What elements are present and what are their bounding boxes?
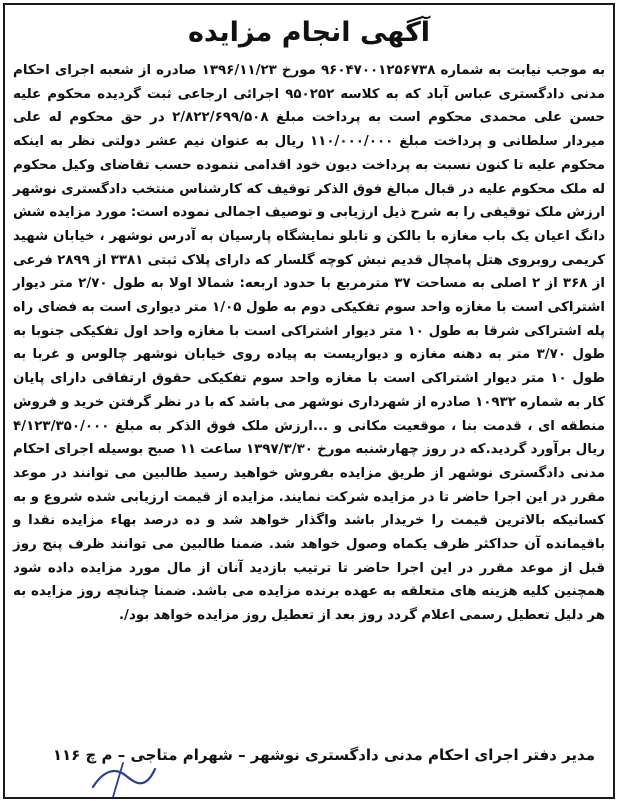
notice-body: به موجب نیابت به شماره ۹۶۰۴۷۰۰۱۲۵۶۷۳۸ مورخ ۱۳۹۶/۱۱/۲۳ صادره از شعبه اجرای احکام مدنی دادگستری عباس آباد که به کلاسه ۹۵۰۲۵۲ اجرائی ارجاعی ثبت گردیده محکوم علیه حسن علی محمدی محکوم است به پرداخت مبلغ ۲/۸۲۲/۶۹۹/۵۰۸ در حق محکوم له علی میردار سلطانی و پرداخت مبلغ ۱۱۰/۰۰۰/۰۰۰ ریال به عنوان نیم عشر دولتی نظر به اینکه محکوم علیه تا کنون نسبت به پرداخت دیون خود اقدامی ننموده حسب تقاضای وکیل محکوم له ملک محکوم علیه در قبال مبالغ فوق الذکر توقیف که کارشناس منتخب دادگستری نوشهر ارزش ملک توقیفی را به شرح ذیل ارزیابی و توصیف اجمالی نموده است: مورد مزایده شش دانگ اعیان یک باب مغازه با بالکن و تابلو نمایشگاه پارسیان به آدرس نوشهر ، خیابان شهید کریمی روبروی هتل پامچال قدیم نبش کوچه گلسار که دارای پلاک ثبتی ۳۳۸۱ از ۲۸۹۹ فرعی از ۳۶۸ از ۲ اصلی به مساحت ۳۷ مترمربع با حدود اربعه: شمالا اولا به طول ۲/۷۰ متر دیوار اشتراکی است با مغازه واحد سوم تفکیکی دوم به طول ۱/۰۵ متر دیواری است به فضای راه پله اشتراکی شرقا به طول ۱۰ متر دیوار اشتراکی است با مغازه واحد اول تفکیکی جنوبا به طول ۳/۷۰ متر به دهنه مغازه و دیواریست به پیاده روی خیابان نوشهر چالوس و غربا به طول ۱۰ متر دیوار اشتراکی است با مغازه واحد سوم تفکیکی حقوق ارتفاقی دارای پایان کار به شماره ۱۰۹۳۲ صادره از شهرداری نوشهر می باشد که با در نظر گرفتن خرید و فروش منطقه ای ، قدمت بنا ، موقعیت مکانی و ...ارزش ملک فوق الذکر به مبلغ ۴/۱۲۳/۳۵۰/۰۰۰ ریال برآورد گردید.که در روز چهارشنبه مورخ ۱۳۹۷/۳/۳۰ ساعت ۱۱ صبح بوسیله اجرای احکام مدنی دادگستری نوشهر از طریق مزایده بفروش خواهید رسید طالبین می توانند در موعد مقرر در این اجرا حاضر تا در مزایده شرکت نمایند. مزایده از قیمت ارزیابی شده شروع و به کسانیکه بالاترین قیمت را خریدار باشد واگذار خواهد شد و ده درصد بهاء مزایده نقدا و باقیمانده آن حداکثر ظرف یکماه وصول خواهد شد. ضمنا طالبین می توانند ظرف پنج روز قبل از موعد مقرر در این اجرا حاضر تا ترتیب بازدید آنان از مال مورد مزایده داده شود همچنین کلیه هزینه های متعلقه به عهده برنده مزایده می باشد. ضمنا چنانچه روز مزایده به هر دلیل تعطیل رسمی اعلام گردد روز بعد از تعطیل روز مزایده خواهد بود/. bbox=[13, 63, 606, 624]
handwritten-signature bbox=[85, 757, 165, 799]
notice-frame bbox=[3, 3, 615, 799]
notice-footer: مدیر دفتر اجرای احکام مدنی دادگستری نوشهر – شهرام متاجی – م ‌چ ۱۱۶ bbox=[52, 746, 595, 764]
notice-title: آگهی انجام مزایده bbox=[187, 17, 431, 48]
